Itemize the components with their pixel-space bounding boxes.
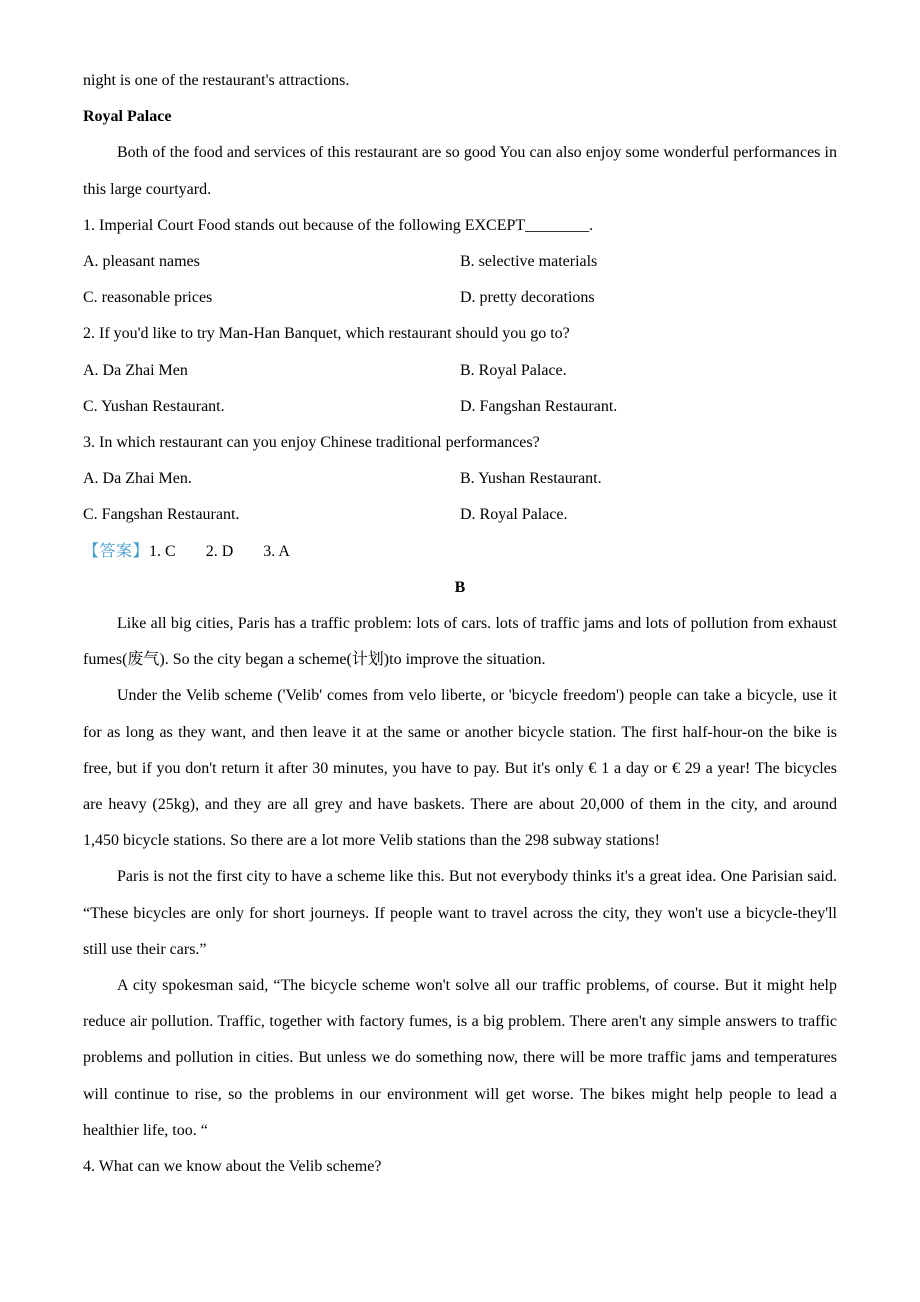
question-1-stem: 1. Imperial Court Food stands out because of the following EXCEPT________. [83,216,594,234]
question-3-option-b: B. Yushan Restaurant. [460,470,602,488]
question-2-options-row-2 [83,389,837,425]
passage-section-label: B [454,578,466,596]
question-4-stem: 4. What can we know about the Velib scheme? [83,1158,382,1176]
answer-1: 1. C [149,542,176,560]
continued-paragraph-fragment: night is one of the restaurant's attractions. [83,72,350,89]
question-1-options-row-2 [83,280,837,316]
question-1-option-a: A. pleasant names [83,253,200,271]
question-2-option-b: B. Royal Palace. [460,361,567,379]
question-3-option-c: C. Fangshan Restaurant. [83,506,240,524]
question-3 [83,425,837,534]
passage-paragraph-4: A city spokesman said, “The bicycle scheme won't solve all our traffic problems, of course. But it might help reduce air pollution. Traffic, together with factory fumes, is a big problem. There aren't any simple answers to traffic problems and pollution in cities. But unless we do something now, there will be more traffic jams and temperatures will continue to rise, so the problems in our environment will get worse. The bikes might help people to lead a healthier life, too. “ [83,977,837,1139]
answer-3: 3. A [263,542,290,560]
question-1 [83,208,837,317]
question-2-option-c: C. Yushan Restaurant. [83,397,225,415]
question-3-options-row-2 [83,497,837,533]
answer-key-label: 【答案】 [83,542,150,560]
question-1-option-b: B. selective materials [460,253,598,271]
restaurant-description-paragraph: Both of the food and services of this restaurant are so good You can also enjoy some wonderful performances in this large courtyard. [83,144,837,198]
question-2 [83,316,837,425]
question-2-option-d: D. Fangshan Restaurant. [460,397,618,415]
question-2-option-a: A. Da Zhai Men [83,361,188,379]
answer-2: 2. D [205,542,234,560]
question-1-options-row-1 [83,244,837,280]
question-3-option-a: A. Da Zhai Men. [83,470,192,488]
question-1-option-d: D. pretty decorations [460,289,595,307]
question-3-stem: 3. In which restaurant can you enjoy Chinese traditional performances? [83,434,540,452]
passage-paragraph-2: Under the Velib scheme ('Velib' comes from velo liberte, or 'bicycle freedom') people can take a bicycle, use it for as long as they want, and then leave it at the same or another bicycle station. The first half-hour-on the bike is free, but if you don't return it after 30 minutes, you have to pay. But it's only € 1 a day or € 29 a year! The bicycles are heavy (25kg), and they are all grey and have baskets. There are about 20,000 of them in the city, and around 1,450 bicycle stations. So there are a lot more Velib stations than the 298 subway stations! [83,687,837,850]
answer-key-line [83,534,837,570]
question-2-stem: 2. If you'd like to try Man-Han Banquet, which restaurant should you go to? [83,325,570,343]
question-3-option-d: D. Royal Palace. [460,506,568,524]
passage-paragraph-3: Paris is not the first city to have a scheme like this. But not everybody thinks it's a great idea. One Parisian said. “These bicycles are only for short journeys. If people want to travel across the city, they won't use a bicycle-they'll still use their cars.” [83,868,837,958]
passage-paragraph-1: Like all big cities, Paris has a traffic problem: lots of cars. lots of traffic jams and lots of pollution from exhaust fumes(废气). So the city began a scheme(计划)to improve the situation. [83,615,837,669]
question-3-options-row-1 [83,461,837,497]
restaurant-heading: Royal Palace [83,108,172,126]
question-1-option-c: C. reasonable prices [83,289,213,307]
question-2-options-row-1 [83,353,837,389]
